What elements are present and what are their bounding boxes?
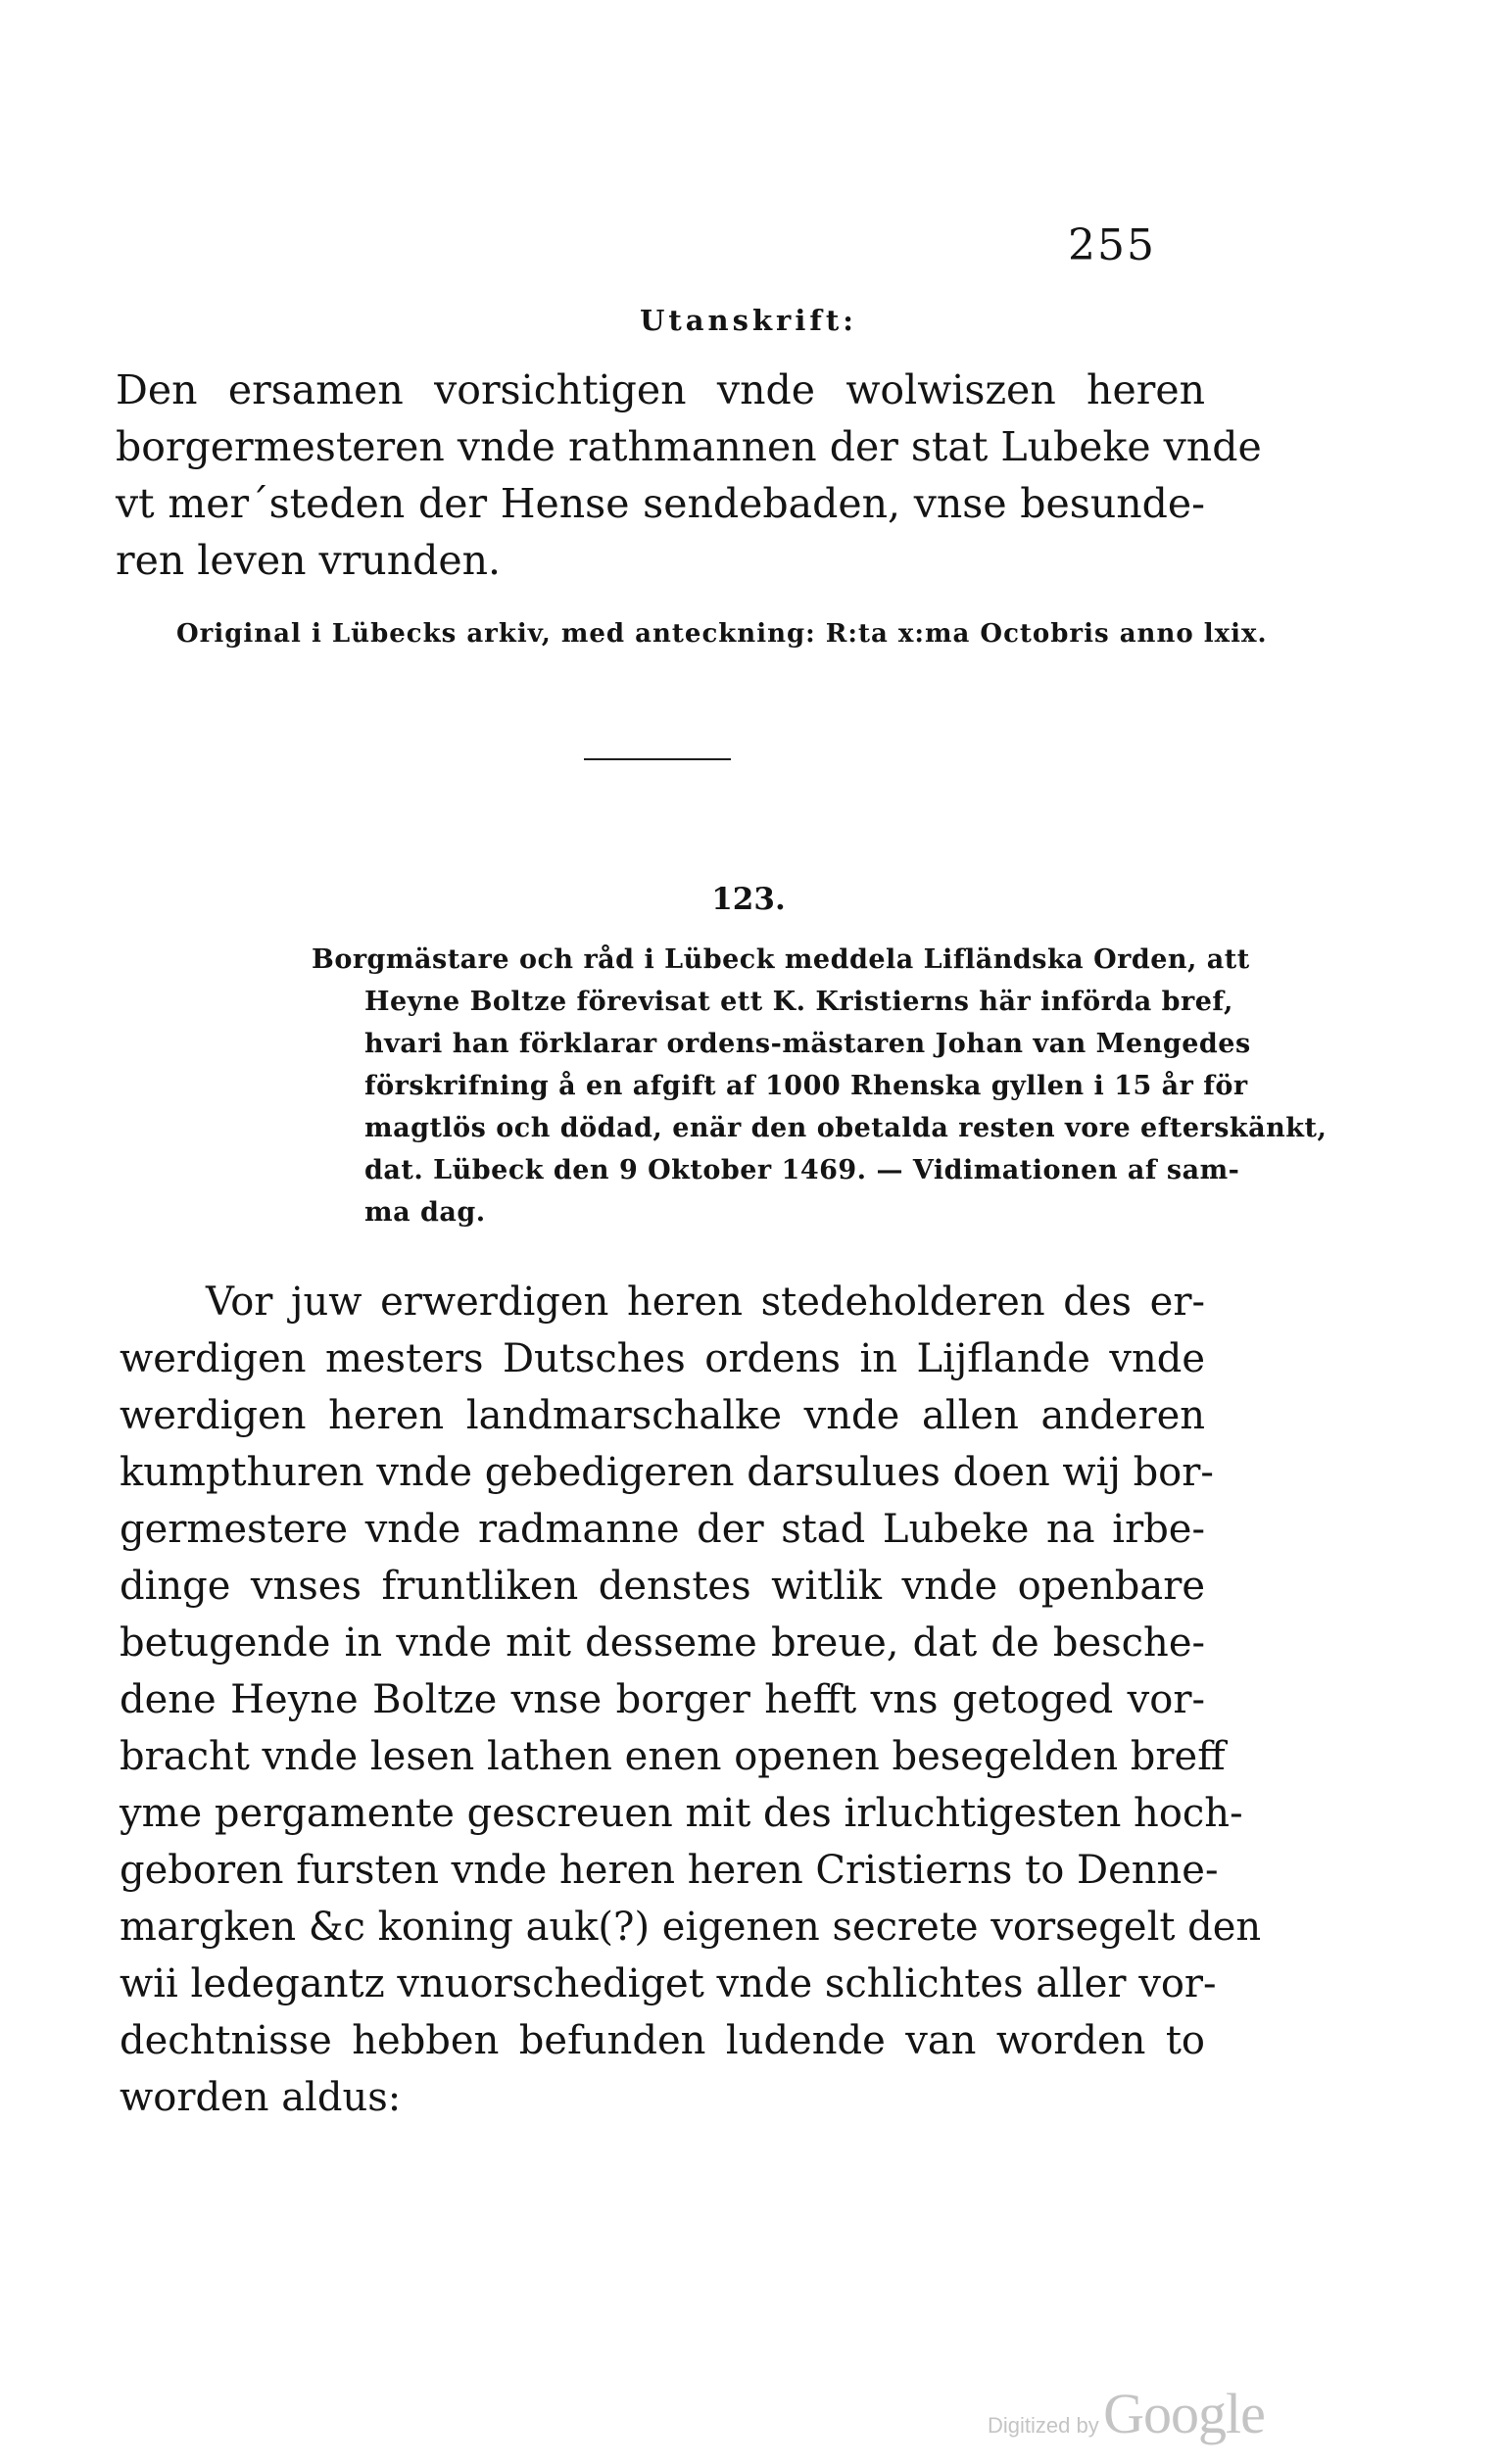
body-line: dinge vnses fruntliken denstes witlik vnde openbare [120, 1564, 1205, 1609]
address-line: vt mer´steden der Hense sendebaden, vnse besunde- [116, 480, 1205, 527]
watermark-prefix: Digitized by [988, 2413, 1099, 2438]
body-line: geboren fursten vnde heren heren Cristierns to Denne- [120, 1848, 1219, 1893]
address-line: borgermesteren vnde rathmannen der stat Lubeke vnde [116, 423, 1262, 470]
body-line: worden aldus: [120, 2075, 402, 2120]
summary-line: hvari han förklarar ordens-mästaren Johan van Mengedes [364, 1029, 1251, 1059]
body-line: margken &c koning auk(?) eigenen secrete vorsegelt den [120, 1905, 1262, 1950]
summary-line: Borgmästare och råd i Lübeck meddela Lifländska Orden, att [312, 944, 1250, 975]
summary-line: Heyne Boltze förevisat ett K. Kristierns här införda bref, [364, 987, 1233, 1017]
summary-line: förskrifning å en afgift af 1000 Rhenska gyllen i 15 år för [364, 1071, 1248, 1101]
summary-line: dat. Lübeck den 9 Oktober 1469. — Vidimationen af sam- [364, 1155, 1240, 1185]
summary-line: magtlös och dödad, enär den obetalda resten vore efterskänkt, [364, 1113, 1328, 1143]
body-line: bracht vnde lesen lathen enen openen besegelden breff [120, 1734, 1226, 1779]
watermark-brand: Google [1103, 2382, 1265, 2445]
page-number: 255 [1068, 220, 1156, 270]
body-line: Vor juw erwerdigen heren stedeholderen des er- [206, 1280, 1205, 1325]
body-line: germestere vnde radmanne der stad Lubeke na irbe- [120, 1507, 1205, 1552]
address-label: Utanskrift: [640, 304, 857, 337]
body-line: kumpthuren vnde gebedigeren darsulues doen wij bor- [120, 1450, 1214, 1495]
body-line: werdigen mesters Dutsches ordens in Lijflande vnde [120, 1336, 1205, 1381]
body-line: betugende in vnde mit desseme breue, dat de besche- [120, 1620, 1205, 1666]
body-line: werdigen heren landmarschalke vnde allen anderen [120, 1393, 1205, 1438]
body-line: yme pergamente gescreuen mit des irluchtigesten hoch- [120, 1791, 1243, 1836]
body-line: wii ledegantz vnuorschediget vnde schlichtes aller vor- [120, 1961, 1217, 2006]
body-line: dene Heyne Boltze vnse borger hefft vns getoged vor- [120, 1677, 1205, 1722]
body-line: dechtnisse hebben befunden ludende van worden to [120, 2018, 1205, 2063]
summary-line: ma dag. [364, 1197, 486, 1228]
digitized-by-watermark [988, 2381, 1265, 2446]
source-note: Original i Lübecks arkiv, med anteckning: R:ta x:ma Octobris anno lxix. [176, 619, 1268, 649]
document-number: 123. [711, 882, 786, 917]
address-line: ren leven vrunden. [116, 537, 502, 584]
address-line: Den ersamen vorsichtigen vnde wolwiszen heren [116, 366, 1205, 413]
section-divider [584, 758, 731, 760]
